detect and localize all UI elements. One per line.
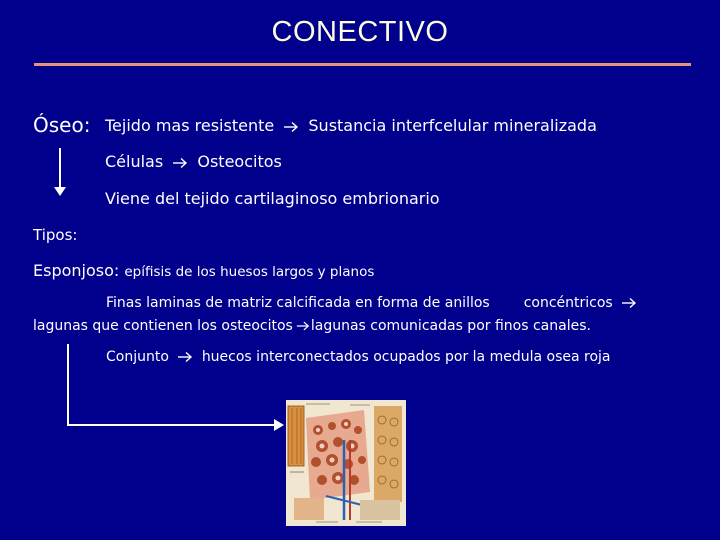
bone-illustration (286, 400, 406, 526)
oseo-label: Óseo: (33, 113, 91, 137)
finas-line-2-b: lagunas comunicadas por finos canales. (310, 318, 591, 334)
right-arrow-icon (283, 121, 299, 133)
oseo-line-2-a: Células (105, 152, 164, 171)
oseo-line-2 (105, 152, 282, 171)
title-divider (34, 63, 691, 66)
finas-line-1-b: concéntricos (523, 295, 613, 311)
right-arrow-icon (296, 320, 310, 332)
oseo-line-3: Viene del tejido cartilaginoso embrionario (105, 189, 440, 208)
finas-line-1 (106, 295, 641, 311)
esponjoso-row (33, 261, 374, 280)
bone-drawing (286, 400, 406, 526)
oseo-line-1-b: Sustancia interfcelular mineralizada (308, 116, 597, 135)
oseo-line-1-a: Tejido mas resistente (105, 116, 275, 135)
elbow-arrow-icon (60, 343, 290, 433)
oseo-line-2-b: Osteocitos (197, 152, 282, 171)
down-arrow-icon (52, 147, 68, 197)
finas-line-2-a: lagunas que contienen los osteocitos (33, 318, 293, 334)
finas-line-1-a: Finas laminas de matriz calcificada en forma de anillos (106, 295, 490, 311)
right-arrow-icon (172, 157, 188, 169)
oseo-line-1 (105, 116, 597, 135)
slide-title: CONECTIVO (271, 16, 449, 48)
conjunto-line-a: Conjunto (106, 349, 169, 365)
conjunto-line-b: huecos interconectados ocupados por la medula osea roja (201, 349, 611, 365)
right-arrow-icon (621, 297, 637, 309)
esponjoso-text: epífisis de los huesos largos y planos (124, 264, 375, 280)
tipos-label: Tipos: (33, 226, 78, 244)
finas-line-2 (33, 318, 591, 334)
esponjoso-label: Esponjoso: (33, 261, 120, 280)
